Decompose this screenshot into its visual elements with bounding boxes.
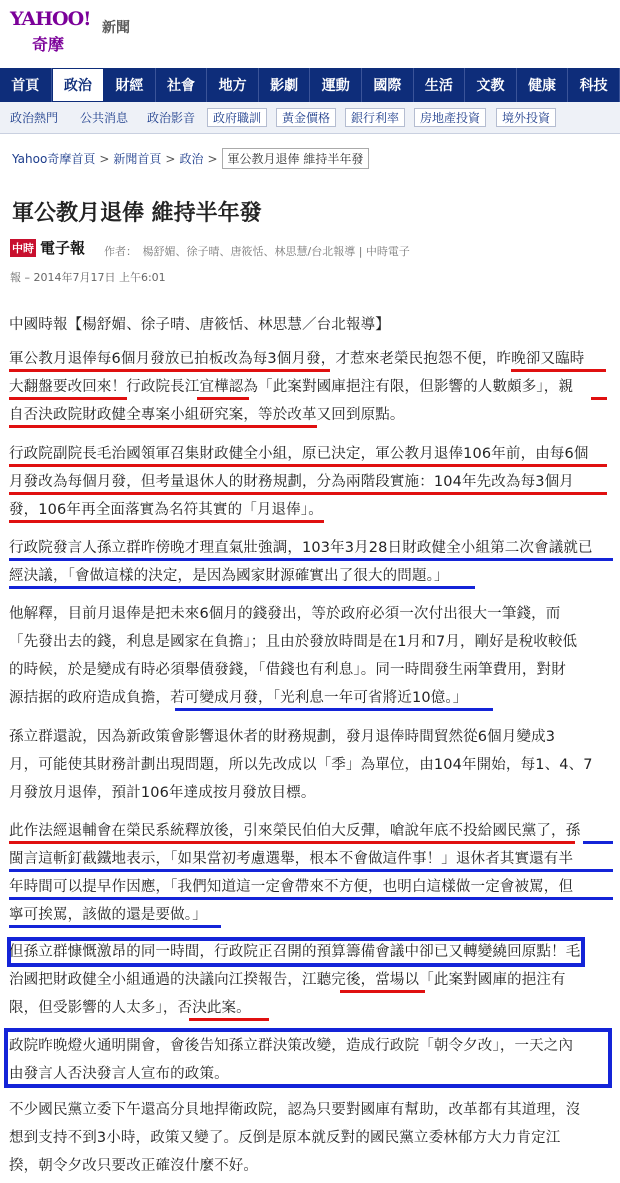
paragraph-line: 軍公教月退俸每6個月發放已拍板改為每3個月發，才惹來老榮民抱怨不便，昨晚卻又臨時 <box>9 351 585 367</box>
red-underline-annotation <box>9 841 575 844</box>
article-paragraph <box>9 938 613 1022</box>
article-paragraph <box>9 723 613 807</box>
article-date: 報 – 2014年7月17日 上午6:01 <box>10 271 166 284</box>
nav-item-tech[interactable]: 科技 <box>568 68 620 102</box>
red-underline-annotation <box>9 492 607 495</box>
article-paragraph <box>9 600 613 712</box>
breadcrumb <box>12 148 369 169</box>
paragraph-line: 月發放月退俸，預計106年達成按月發放目標。 <box>9 785 316 801</box>
paragraph-line: 此作法經退輔會在榮民系統釋放後，引來榮民伯伯大反彈，嗆說年底不投給國民黨了，孫 <box>9 823 581 839</box>
article-paragraph <box>9 1096 613 1180</box>
red-underline-annotation <box>511 369 606 372</box>
nav-item-entertainment[interactable]: 影劇 <box>259 68 311 102</box>
breadcrumb-separator: > <box>165 151 176 166</box>
paragraph-line: 想到支持不到3小時，政策又變了。反倒是原本就反對的國民黨立委林郁方大力肯定江 <box>9 1130 561 1146</box>
article-paragraph <box>9 1032 613 1088</box>
paragraph-line: 限，但受影響的人太多」，否決此案。 <box>9 1000 251 1016</box>
blue-underline-annotation <box>9 897 613 900</box>
nav-item-health[interactable]: 健康 <box>517 68 569 102</box>
paragraph-line: 閩言這斬釘截鐵地表示，「如果當初考慮選舉，根本不會做這件事！」退休者其實還有半 <box>9 851 574 867</box>
nav-item-sports[interactable]: 運動 <box>310 68 362 102</box>
paragraph-line: 源拮据的政府造成負擔，若可變成月發，「光利息一年可省將近10億。」 <box>9 690 468 706</box>
paragraph-line: 月發改為每個月發，但考量退休人的財務規劃，分為兩階段實施：104年先改為每3個月 <box>9 474 574 490</box>
nav-item-international[interactable]: 國際 <box>362 68 414 102</box>
yahoo-logo[interactable] <box>10 8 98 54</box>
paragraph-line: 行政院副院長毛治國領軍召集財政健全小組，原已決定，軍公教月退俸106年前，由每6個 <box>9 446 589 462</box>
subnav-gold-price[interactable]: 黃金價格 <box>276 108 336 127</box>
paragraph-line: 不少國民黨立委下午還高分貝地捍衛政院，認為只要對國庫有幫助，改革都有其道理，沒 <box>9 1102 581 1118</box>
red-underline-annotation <box>197 397 249 400</box>
blue-underline-annotation <box>9 558 613 561</box>
article-paragraph <box>9 817 613 929</box>
subnav-politics-video[interactable]: 政治影音 <box>147 111 196 125</box>
sub-nav <box>0 102 620 134</box>
subnav-public-news[interactable]: 公共消息 <box>80 111 129 125</box>
paragraph-line: 政院昨晚燈火通明開會，會後告知孫立群決策改變，造成行政院「朝令夕改」，一天之內 <box>9 1038 574 1054</box>
nav-item-finance[interactable]: 財經 <box>104 68 156 102</box>
nav-item-local[interactable]: 地方 <box>207 68 259 102</box>
breadcrumb-current: 軍公教月退俸 維持半年發 <box>222 148 370 169</box>
blue-underline-annotation <box>175 708 493 711</box>
blue-underline-annotation <box>9 869 613 872</box>
breadcrumb-politics[interactable]: 政治 <box>179 152 204 166</box>
site-header <box>0 0 620 62</box>
article-title: 軍公教月退俸 維持半年發 <box>12 200 262 226</box>
subnav-hot-politics[interactable]: 政治熱門 <box>10 111 59 125</box>
paragraph-line: 但孫立群慷慨激昂的同一時間，行政院正召開的預算籌備會議中卻已又轉變繞回原點！毛 <box>9 944 581 960</box>
paragraph-line: 寧可挨罵，該做的還是要做。」 <box>9 907 207 923</box>
subnav-real-estate[interactable]: 房地產投資 <box>414 108 486 127</box>
article-paragraph <box>9 345 613 429</box>
paragraph-line: 發，106年再全面落實為名符其實的「月退俸」。 <box>9 502 323 518</box>
article-paragraph <box>9 534 613 590</box>
article-paragraph <box>9 440 613 524</box>
blue-underline-annotation <box>9 586 475 589</box>
red-underline-annotation <box>9 464 607 467</box>
article-authors: 作者： 楊舒媚、徐子晴、唐筱恬、林思慧/台北報導 | 中時電子 <box>104 245 410 258</box>
red-underline-annotation <box>591 397 607 400</box>
red-underline-annotation <box>9 425 317 428</box>
paragraph-line: 治國把財政健全小組通過的決議向江揆報告，江聽完後，當場以「此案對國庫的挹注有 <box>9 972 566 988</box>
paragraph-line: 自否決政院財政健全專案小組研究案，等於改革又回到原點。 <box>9 407 405 423</box>
breadcrumb-separator: > <box>207 151 218 166</box>
paragraph-line: 「先發出去的錢，利息是國家在負擔」；且由於發放時間是在1月和7月，剛好是稅收較低 <box>9 634 578 650</box>
paragraph-line: 由發言人否決發言人宣布的政策。 <box>9 1066 229 1082</box>
paragraph-line: 他解釋，目前月退俸是把未來6個月的錢發出，等於政府必須一次付出很大一筆錢，而 <box>9 606 561 622</box>
red-underline-annotation <box>9 397 127 400</box>
breadcrumb-news-home[interactable]: 新聞首頁 <box>113 152 162 166</box>
site-name[interactable]: 新聞 <box>102 20 130 36</box>
nav-item-society[interactable]: 社會 <box>156 68 208 102</box>
logo-yahoo-text: YAHOO! <box>10 8 91 30</box>
chinatimes-badge: 中時 <box>10 239 36 257</box>
red-underline-annotation <box>9 520 324 523</box>
paragraph-line: 行政院發言人孫立群昨傍晚才理直氣壯強調，103年3月28日財政健全小組第二次會議就已 <box>9 540 593 556</box>
nav-item-education[interactable]: 文教 <box>465 68 517 102</box>
paragraph-line: 的時候，於是變成有時必須舉債發錢，「借錢也有利息」。同一時間發生兩筆費用，對財 <box>9 662 566 678</box>
article-source <box>10 237 610 283</box>
paragraph-line: 年時間可以提早作因應，「我們知道這一定會帶來不方便，也明白這樣做一定會被罵，但 <box>9 879 574 895</box>
paragraph-line: 經決議，「會做這樣的決定，是因為國家財源確實出了很大的問題。」 <box>9 568 449 584</box>
nav-item-politics[interactable]: 政治 <box>52 68 105 102</box>
chinatimes-logo[interactable] <box>10 237 94 259</box>
breadcrumb-yahoo-home[interactable]: Yahoo奇摩首頁 <box>12 152 96 166</box>
subnav-job-training[interactable]: 政府職訓 <box>207 108 267 127</box>
nav-item-home[interactable]: 首頁 <box>0 68 52 102</box>
paragraph-line: 孫立群還說，因為新政策會影響退休者的財務規劃，發月退俸時間貿然從6個月變成3 <box>9 729 556 745</box>
red-underline-annotation <box>340 990 425 993</box>
red-underline-annotation <box>9 369 330 372</box>
subnav-offshore-investment[interactable]: 境外投資 <box>496 108 556 127</box>
main-nav <box>0 68 620 102</box>
paragraph-line: 月，可能使其財務計劃出現問題，所以先改成以「季」為單位，由104年開始，每1、4、7 <box>9 757 593 773</box>
subnav-bank-rates[interactable]: 銀行利率 <box>345 108 405 127</box>
paragraph-line: 大翻盤要改回來！行政院長江宜樺認為「此案對國庫挹注有限，但影響的人數頗多」，親 <box>9 379 574 395</box>
paragraph-line: 中國時報【楊舒媚、徐子晴、唐筱恬、林思慧／台北報導】 <box>9 317 390 333</box>
article-paragraph <box>9 311 613 339</box>
logo-qimo-text: 奇摩 <box>32 35 65 54</box>
chinatimes-name: 電子報 <box>40 239 86 257</box>
blue-underline-annotation <box>583 841 613 844</box>
red-underline-annotation <box>189 1018 269 1021</box>
blue-underline-annotation <box>9 925 221 928</box>
nav-item-life[interactable]: 生活 <box>414 68 466 102</box>
breadcrumb-separator: > <box>99 151 110 166</box>
paragraph-line: 揆，朝令夕改只要改正確沒什麼不好。 <box>9 1158 259 1174</box>
